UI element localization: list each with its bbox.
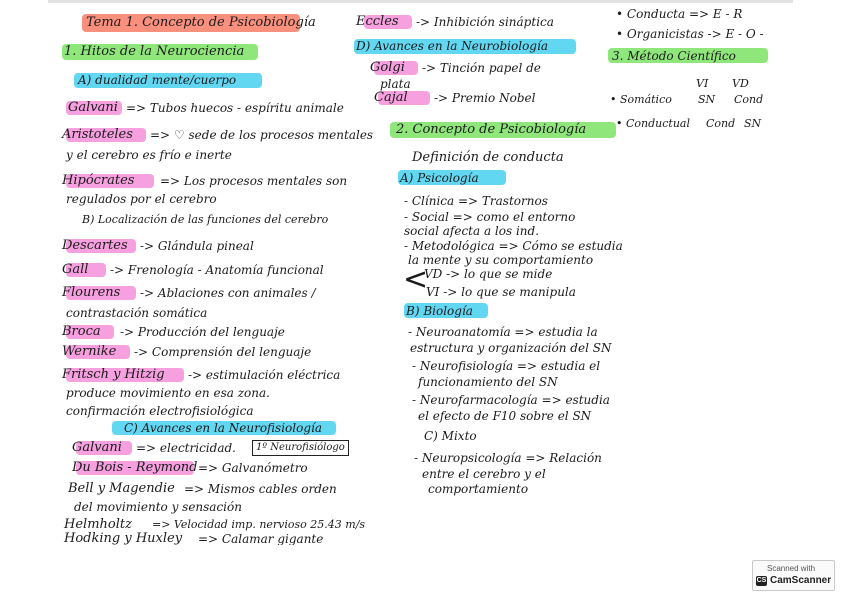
bell-text: => Mismos cables orden xyxy=(184,482,337,496)
conductual-cond: Cond xyxy=(706,117,736,130)
broca-name: Broca xyxy=(62,324,101,339)
metodo-heading: 3. Método Científico xyxy=(612,49,736,63)
conductual-sn: SN xyxy=(744,117,762,130)
conducta-line: • Conducta => E - R xyxy=(616,7,743,21)
avances-neurofis-subheading: C) Avances en la Neurofisiología xyxy=(124,421,323,435)
fritsch-text2: produce movimiento en esa zona. xyxy=(66,386,270,400)
aristoteles-text: => ♡ sede de los procesos mentales xyxy=(150,128,374,142)
avances-neurobio-subheading: D) Avances en la Neurobiología xyxy=(356,39,548,53)
gall-name: Gall xyxy=(62,262,89,277)
neuroanatomia-line2: estructura y organización del SN xyxy=(410,341,612,355)
organicistas-line: • Organicistas -> E - O - xyxy=(616,27,764,41)
neuroanatomia-line: - Neuroanatomía => estudia la xyxy=(408,325,598,339)
brace-symbol: < xyxy=(403,262,429,297)
bell-name: Bell y Magendie xyxy=(68,481,175,496)
golgi-name: Golgi xyxy=(370,60,405,75)
golgi-text: -> Tinción papel de xyxy=(422,61,541,75)
galvani1-text: => Tubos huecos - espíritu animale xyxy=(126,101,344,115)
social-line2: social afecta a los ind. xyxy=(404,224,540,238)
galvani2-name: Galvani xyxy=(72,440,122,455)
hipocrates-text2: regulados por el cerebro xyxy=(66,192,217,206)
biologia-subheading: B) Biología xyxy=(406,304,473,318)
neuropsicologia-line3: comportamiento xyxy=(428,482,529,496)
hodking-name: Hodking y Huxley xyxy=(64,531,183,545)
neuropsicologia-line: - Neuropsicología => Relación xyxy=(414,451,602,465)
col-vd-header: VD xyxy=(732,77,749,90)
fritsch-text: -> estimulación eléctrica xyxy=(188,368,341,382)
bell-text2: del movimiento y sensación xyxy=(74,500,242,514)
golgi-text2: plata xyxy=(380,77,411,91)
neuropsicologia-line2: entre el cerebro y el xyxy=(422,467,546,481)
localizacion-subheading: B) Localización de las funciones del cerebro xyxy=(82,213,329,226)
hipocrates-text: => Los procesos mentales son xyxy=(160,174,348,188)
mixto-subheading: C) Mixto xyxy=(424,429,477,443)
hitos-heading: 1. Hitos de la Neurociencia xyxy=(64,44,245,59)
page-top-edge xyxy=(48,0,793,3)
definicion-conducta: Definición de conducta xyxy=(412,150,564,165)
dubois-text: => Galvanómetro xyxy=(198,461,308,475)
notebook-page xyxy=(48,0,793,545)
hodking-text: => Calamar gigante xyxy=(198,532,324,545)
neurofarmacologia-line: - Neurofarmacología => estudia xyxy=(412,393,610,407)
galvani1-name: Galvani xyxy=(68,100,118,115)
clinica-line: - Clínica => Trastornos xyxy=(404,194,548,208)
conductual-label: • Conductual xyxy=(616,117,690,130)
flourens-text2: contrastación somática xyxy=(66,306,208,320)
neurofisiologia-line: - Neurofisiología => estudia el xyxy=(412,359,601,373)
somatico-cond: Cond xyxy=(734,93,764,106)
metodologica-line2: la mente y su comportamiento xyxy=(408,253,594,267)
helmholtz-text: => Velocidad imp. nervioso 25.43 m/s xyxy=(152,518,366,531)
neurofarmacologia-line2: el efecto de F10 sobre el SN xyxy=(418,409,592,423)
psicologia-subheading: A) Psicología xyxy=(400,171,479,185)
wernike-name: Wernike xyxy=(62,344,117,359)
page-title: Tema 1. Concepto de Psicobiología xyxy=(86,15,316,30)
somatico-label: • Somático xyxy=(610,93,672,106)
dualidad-subheading: A) dualidad mente/cuerpo xyxy=(78,73,237,87)
fritsch-name: Fritsch y Hitzig xyxy=(62,367,165,382)
eccles-name: Eccles xyxy=(356,14,399,29)
concepto-heading: 2. Concepto de Psicobiología xyxy=(396,122,587,137)
vi-line: VI -> lo que se manipula xyxy=(426,285,576,299)
metodologica-line: - Metodológica => Cómo se estudia xyxy=(404,239,623,253)
cajal-text: -> Premio Nobel xyxy=(434,91,536,105)
fritsch-text3: confirmación electrofisiológica xyxy=(66,404,254,418)
helmholtz-name: Helmholtz xyxy=(64,517,132,532)
dubois-name: Du Bois - Reymond xyxy=(72,460,198,475)
camscanner-badge xyxy=(752,560,835,591)
camscanner-brand: CamScanner xyxy=(770,575,832,586)
galvani2-text: => electricidad. xyxy=(136,441,236,455)
flourens-name: Flourens xyxy=(62,285,121,300)
flourens-text: -> Ablaciones con animales / xyxy=(140,286,316,300)
descartes-name: Descartes xyxy=(62,238,128,253)
vd-line: VD -> lo que se mide xyxy=(424,267,553,281)
primer-neurofisiologo-box: 1º Neurofisiólogo xyxy=(252,440,349,456)
social-line: - Social => como el entorno xyxy=(404,210,576,224)
scanned-with-label: Scanned with xyxy=(767,564,816,573)
hipocrates-name: Hipócrates xyxy=(62,173,135,188)
gall-text: -> Frenología - Anatomía funcional xyxy=(110,263,324,277)
eccles-text: -> Inhibición sináptica xyxy=(416,15,554,29)
aristoteles-text2: y el cerebro es frío e inerte xyxy=(66,148,232,162)
neurofisiologia-line2: funcionamiento del SN xyxy=(418,375,558,389)
camscanner-logo-icon: CS xyxy=(756,577,767,584)
wernike-text: -> Comprensión del lenguaje xyxy=(134,345,312,359)
col-vi-header: VI xyxy=(696,77,709,90)
somatico-sn: SN xyxy=(698,93,716,106)
descartes-text: -> Glándula pineal xyxy=(140,239,254,253)
cajal-name: Cajal xyxy=(374,90,408,105)
aristoteles-name: Aristoteles xyxy=(62,127,133,142)
broca-text: -> Producción del lenguaje xyxy=(120,325,285,339)
